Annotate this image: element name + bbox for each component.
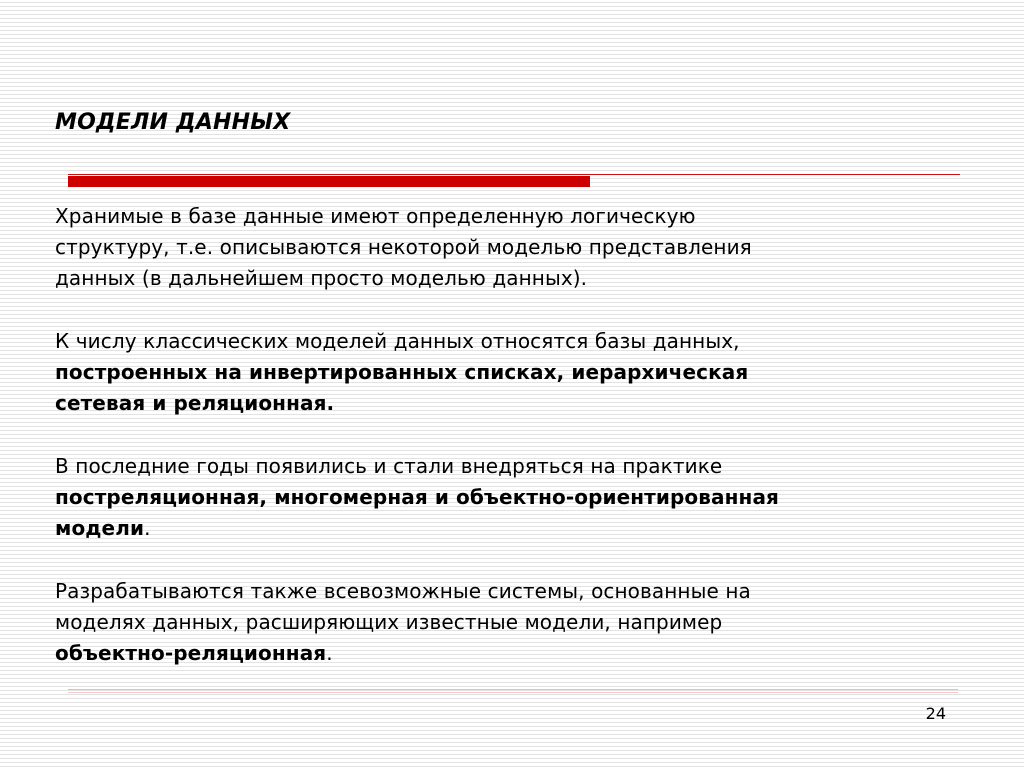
paragraph-data-structure <box>55 201 990 294</box>
paragraph-classic-models <box>55 326 990 419</box>
emphasis-text: объектно-реляционная <box>55 641 327 665</box>
title-accent-bar <box>68 176 590 187</box>
paragraph-text: моделях данных, расширяющих известные модели, например <box>55 610 723 634</box>
paragraph-text: В последние годы появились и стали внедряться на практике <box>55 454 723 478</box>
paragraph-text: Разрабатываются также всевозможные системы, основанные на <box>55 579 751 603</box>
paragraph-extended-models <box>55 576 990 669</box>
page-number: 24 <box>925 704 946 723</box>
emphasis-text: построенных на инвертированных списках, иерархическая <box>55 360 749 384</box>
paragraph-text: Хранимые в базе данные имеют определенную логическую <box>55 204 696 228</box>
footer-divider-line <box>68 692 958 693</box>
title-divider-line <box>68 174 960 175</box>
emphasis-text: модели <box>55 516 145 540</box>
punctuation: . <box>326 641 333 665</box>
punctuation: . <box>144 516 151 540</box>
slide-title: МОДЕЛИ ДАННЫХ <box>55 110 291 135</box>
slide-body <box>55 201 990 701</box>
paragraph-text: данных (в дальнейшем просто моделью данных). <box>55 266 588 290</box>
paragraph-text: К числу классических моделей данных относятся базы данных, <box>55 329 740 353</box>
footer-divider-line <box>68 689 958 690</box>
emphasis-text: сетевая и реляционная. <box>55 391 335 415</box>
paragraph-modern-models <box>55 451 990 544</box>
emphasis-text: постреляционная, многомерная и объектно-ориентированная <box>55 485 779 509</box>
paragraph-text: структуру, т.е. описываются некоторой моделью представления <box>55 235 752 259</box>
